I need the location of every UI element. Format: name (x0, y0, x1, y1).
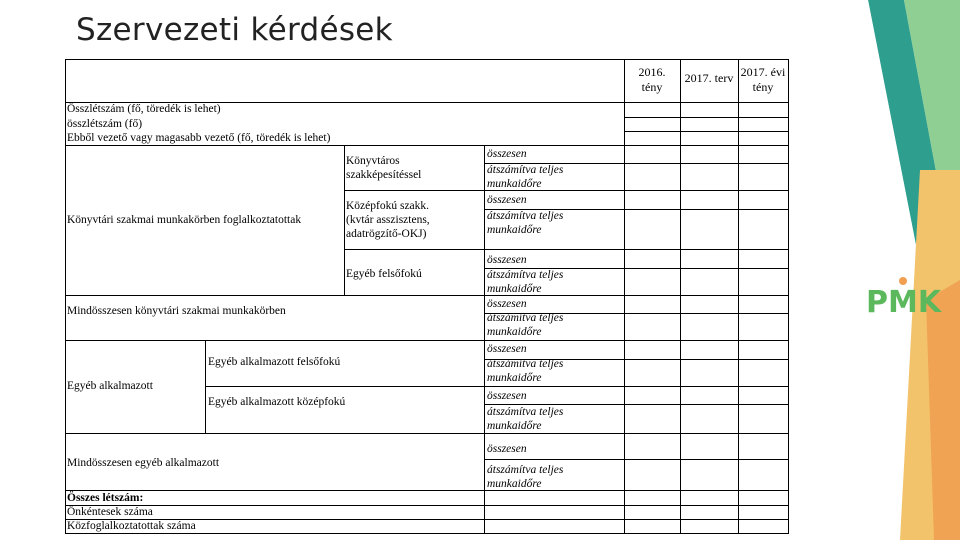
row-volunteers: Önkéntesek száma (67, 506, 153, 518)
measure-fte: átszámítva teljes munkaidőre (487, 269, 564, 295)
measure-total: összesen (487, 254, 527, 266)
row-public-workers: Közfoglalkoztatottak száma (67, 520, 196, 532)
subgroup-secondary-qualified: Középfokú szakk. (kvtár asszisztens, adatrögzítő-OKJ) (346, 200, 430, 240)
measure-fte: átszámítva teljes munkaidőre (487, 406, 564, 432)
measure-total: összesen (487, 148, 527, 160)
row-grand-total: Összes létszám: (67, 492, 144, 504)
subgroup-other-higher-ed-employee: Egyéb alkalmazott felsőfokú (208, 356, 341, 368)
measure-fte: átszámítva teljes munkaidőre (487, 312, 564, 338)
decorative-diagonal-bands (860, 0, 960, 540)
subgroup-other-higher-ed: Egyéb felsőfokú (346, 268, 422, 280)
measure-fte: átszámítva teljes munkaidőre (487, 164, 564, 190)
row-total-other: Mindösszesen egyéb alkalmazott (67, 457, 220, 469)
col-header-2016-fact: 2016. tény (638, 65, 666, 94)
row-managers: Ebből vezető vagy magasabb vezető (fő, töredék is lehet) (67, 132, 331, 144)
slide-title: Szervezeti kérdések (76, 12, 393, 48)
row-total-library: Mindösszesen könyvtári szakmai munkakörben (67, 305, 286, 317)
subgroup-librarian: Könyvtáros szakképesítéssel (346, 155, 422, 181)
measure-fte: átszámítva teljes munkaidőre (487, 464, 564, 490)
measure-fte: átszámítva teljes munkaidőre (487, 358, 564, 384)
group-other-employees: Egyéb alkalmazott (67, 380, 153, 392)
group-library-staff: Könyvtári szakmai munkakörben foglalkoztatottak (67, 214, 302, 226)
measure-total: összesen (487, 343, 527, 355)
measure-total: összesen (487, 298, 527, 310)
measure-total: összesen (487, 390, 527, 402)
logo-dot-icon (899, 277, 907, 285)
col-header-2017-fact: 2017. évi tény (740, 65, 786, 94)
row-headcount: összlétszám (fő) (67, 118, 143, 130)
row-total-headcount: Összlétszám (fő, töredék is lehet) (67, 103, 221, 115)
measure-fte: átszámítva teljes munkaidőre (487, 210, 564, 236)
staff-table (65, 59, 789, 534)
pmk-logo (866, 272, 958, 320)
measure-total: összesen (487, 443, 527, 455)
logo-wordmark: PMK (866, 285, 942, 320)
col-header-2017-plan: 2017. terv (684, 71, 734, 85)
subgroup-other-secondary-employee: Egyéb alkalmazott középfokú (208, 396, 346, 408)
measure-total: összesen (487, 194, 527, 206)
